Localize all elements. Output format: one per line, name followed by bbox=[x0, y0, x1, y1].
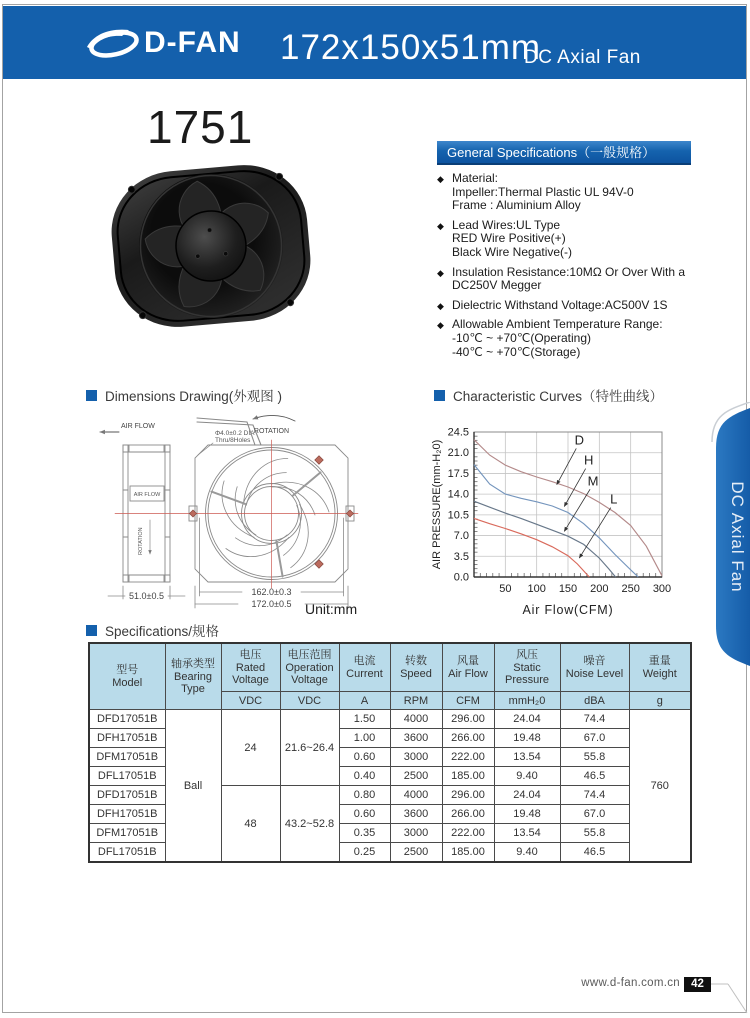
cell-model: DFD17051B bbox=[89, 710, 165, 729]
x-tick-label: 150 bbox=[558, 583, 578, 595]
curve-pointer-D bbox=[557, 448, 577, 484]
cell-static: 9.40 bbox=[494, 843, 560, 863]
x-tick-label: 300 bbox=[652, 583, 672, 595]
spec-item-temperature bbox=[437, 318, 739, 359]
curves-section-title bbox=[434, 385, 663, 405]
y-tick-label: 24.5 bbox=[447, 426, 469, 439]
page-number-badge: 42 bbox=[684, 977, 711, 992]
y-tick-label: 14.0 bbox=[447, 488, 469, 501]
cell-model: DFH17051B bbox=[89, 805, 165, 824]
characteristic-curves-chart bbox=[428, 412, 728, 624]
specifications-table bbox=[88, 642, 692, 863]
page-subtitle: DC Axial Fan bbox=[524, 47, 641, 68]
col-header-weight: 重量 Weight bbox=[629, 643, 691, 692]
footer-decoration-lines bbox=[711, 977, 749, 1015]
x-tick-label: 250 bbox=[621, 583, 640, 595]
col-header-bearing: 轴承类型 Bearing Type bbox=[165, 643, 221, 710]
curve-L bbox=[474, 518, 589, 577]
square-bullet-icon bbox=[86, 625, 97, 636]
cell-airflow: 266.00 bbox=[442, 805, 494, 824]
cell-airflow: 185.00 bbox=[442, 843, 494, 863]
general-specs-header: General Specifications（一般规格） bbox=[437, 141, 691, 165]
curve-label-L: L bbox=[610, 491, 618, 507]
col-header-rated-voltage: 电压 Rated Voltage bbox=[221, 643, 280, 692]
spec-line: -10℃ ~ +70℃(Operating) bbox=[452, 330, 592, 345]
cell-airflow: 222.00 bbox=[442, 824, 494, 843]
cell-model: DFL17051B bbox=[89, 767, 165, 786]
spec-title-text: Specifications/规格 bbox=[105, 624, 220, 639]
page-title: 172x150x51mm bbox=[280, 28, 542, 67]
unit-current: A bbox=[339, 692, 390, 710]
model-series: 1751 bbox=[147, 101, 254, 153]
cell-noise: 55.8 bbox=[560, 824, 629, 843]
curve-M bbox=[474, 501, 616, 577]
diamond-bullet-icon: ◆ bbox=[437, 174, 444, 184]
col-header-static-pressure: 风压 Static Pressure bbox=[494, 643, 560, 692]
airflow-box-label: AIR FLOW bbox=[133, 492, 161, 498]
spec-item-material bbox=[437, 172, 739, 213]
curve-pointer-H bbox=[564, 469, 585, 507]
cell-current: 1.50 bbox=[339, 710, 390, 729]
overall-dimension: 172.0±0.5 bbox=[251, 599, 292, 609]
cell-speed: 2500 bbox=[390, 767, 442, 786]
fan-swoosh-icon bbox=[85, 25, 139, 61]
curve-H bbox=[474, 465, 638, 577]
col-header-operation-voltage: 电压范围 Operation Voltage bbox=[280, 643, 339, 692]
diamond-bullet-icon: ◆ bbox=[437, 267, 444, 278]
cell-airflow: 266.00 bbox=[442, 729, 494, 748]
rotation-side-label: ROTATION bbox=[138, 527, 144, 555]
spec-item-insulation bbox=[437, 266, 739, 293]
cell-noise: 55.8 bbox=[560, 748, 629, 767]
cell-weight: 760 bbox=[629, 710, 691, 863]
spec-line: Dielectric Withstand Voltage:AC500V 1S bbox=[452, 297, 668, 312]
spec-line: RED Wire Positive(+) bbox=[452, 231, 566, 246]
cell-rated-48: 48 bbox=[221, 786, 280, 863]
dimensions-title-text: Dimensions Drawing(外观图 ) bbox=[105, 389, 283, 404]
cell-noise: 67.0 bbox=[560, 729, 629, 748]
rotation-top-label: ROTATION bbox=[253, 428, 290, 435]
cell-speed: 4000 bbox=[390, 786, 442, 805]
cell-static: 24.04 bbox=[494, 786, 560, 805]
cell-speed: 4000 bbox=[390, 710, 442, 729]
unit-operation-voltage: VDC bbox=[280, 692, 339, 710]
unit-static-pressure: mmH₂0 bbox=[494, 692, 560, 710]
x-tick-label: 200 bbox=[590, 583, 609, 595]
hole-dia-annotation: Φ4.0±0.2 DIA bbox=[215, 430, 255, 437]
col-header-airflow: 风量 Air Flow bbox=[442, 643, 494, 692]
fan-photo-group bbox=[107, 160, 316, 332]
cell-speed: 3600 bbox=[390, 729, 442, 748]
hole-count-annotation: Thru/8Holes bbox=[215, 437, 251, 444]
cell-airflow: 296.00 bbox=[442, 786, 494, 805]
curve-label-D: D bbox=[574, 432, 584, 448]
y-tick-label: 0.0 bbox=[453, 571, 469, 584]
spec-line: Impeller:Thermal Plastic UL 94V-0 bbox=[452, 184, 634, 199]
cell-static: 13.54 bbox=[494, 748, 560, 767]
cell-static: 19.48 bbox=[494, 729, 560, 748]
spec-line: Black Wire Negative(-) bbox=[452, 244, 573, 259]
cell-static: 24.04 bbox=[494, 710, 560, 729]
unit-weight: g bbox=[629, 692, 691, 710]
cell-model: DFM17051B bbox=[89, 748, 165, 767]
fan-product-photo bbox=[106, 156, 316, 336]
header-bar bbox=[3, 6, 746, 79]
cell-current: 1.00 bbox=[339, 729, 390, 748]
y-tick-label: 10.5 bbox=[447, 509, 469, 522]
curve-label-H: H bbox=[583, 452, 594, 468]
col-header-noise: 噪音 Noise Level bbox=[560, 643, 629, 692]
cell-noise: 74.4 bbox=[560, 710, 629, 729]
y-axis-title: AIR PRESSURE(mm-H₂0) bbox=[431, 439, 443, 570]
cell-speed: 3000 bbox=[390, 748, 442, 767]
cell-airflow: 222.00 bbox=[442, 748, 494, 767]
cell-range-48: 43.2~52.8 bbox=[280, 786, 339, 863]
spec-line: DC250V Megger bbox=[452, 278, 542, 293]
cell-current: 0.60 bbox=[339, 748, 390, 767]
unit-airflow: CFM bbox=[442, 692, 494, 710]
diamond-bullet-icon: ◆ bbox=[437, 300, 444, 311]
cell-static: 9.40 bbox=[494, 767, 560, 786]
brand-logo bbox=[85, 25, 241, 61]
spec-line: Allowable Ambient Temperature Range: bbox=[452, 317, 663, 332]
unit-label: Unit:mm bbox=[305, 601, 358, 617]
spec-item-dielectric bbox=[437, 299, 739, 313]
cell-static: 13.54 bbox=[494, 824, 560, 843]
spec-line: Insulation Resistance:10MΩ Or Over With a bbox=[452, 264, 686, 279]
airflow-annotation: AIR FLOW bbox=[121, 423, 155, 430]
unit-rated-voltage: VDC bbox=[221, 692, 280, 710]
x-tick-label: 100 bbox=[527, 583, 546, 595]
y-tick-label: 7.0 bbox=[453, 530, 469, 543]
curve-label-M: M bbox=[587, 473, 599, 489]
y-tick-label: 3.5 bbox=[453, 550, 469, 563]
x-axis-title: Air Flow(CFM) bbox=[522, 603, 614, 617]
tab-label: DC Axial Fan bbox=[728, 481, 747, 593]
spec-line: Lead Wires:UL Type bbox=[452, 217, 561, 232]
square-bullet-icon bbox=[86, 390, 97, 401]
cell-noise: 74.4 bbox=[560, 786, 629, 805]
y-tick-label: 17.5 bbox=[447, 467, 469, 480]
cell-current: 0.35 bbox=[339, 824, 390, 843]
general-specs-list bbox=[437, 172, 739, 365]
dimensions-section-title bbox=[86, 385, 282, 405]
cell-model: DFD17051B bbox=[89, 786, 165, 805]
footer-website: www.d-fan.com.cn bbox=[581, 977, 680, 989]
cell-static: 19.48 bbox=[494, 805, 560, 824]
unit-noise: dBA bbox=[560, 692, 629, 710]
dimensions-drawing bbox=[95, 408, 425, 623]
depth-dimension: 51.0±0.5 bbox=[129, 591, 164, 601]
spec-item-lead-wires bbox=[437, 219, 739, 260]
cell-noise: 46.5 bbox=[560, 843, 629, 863]
diamond-bullet-icon: ◆ bbox=[437, 220, 444, 231]
brand-name: D-FAN bbox=[144, 26, 241, 59]
col-header-speed: 转数 Speed bbox=[390, 643, 442, 692]
cell-noise: 46.5 bbox=[560, 767, 629, 786]
x-tick-label: 50 bbox=[499, 583, 512, 595]
cell-current: 0.80 bbox=[339, 786, 390, 805]
col-header-model: 型号 Model bbox=[89, 643, 165, 710]
spec-line: -40℃ ~ +70℃(Storage) bbox=[452, 344, 581, 359]
spec-line: Frame : Aluminium Alloy bbox=[452, 198, 581, 213]
square-bullet-icon bbox=[434, 390, 445, 401]
diamond-bullet-icon: ◆ bbox=[437, 320, 444, 331]
cell-airflow: 185.00 bbox=[442, 767, 494, 786]
curves-title-text: Characteristic Curves（特性曲线） bbox=[453, 389, 664, 404]
cell-bearing: Ball bbox=[165, 710, 221, 863]
y-tick-label: 21.0 bbox=[447, 447, 469, 460]
cell-current: 0.60 bbox=[339, 805, 390, 824]
cell-airflow: 296.00 bbox=[442, 710, 494, 729]
cell-speed: 2500 bbox=[390, 843, 442, 863]
cell-speed: 3000 bbox=[390, 824, 442, 843]
table-row bbox=[89, 710, 691, 729]
cell-model: DFL17051B bbox=[89, 843, 165, 863]
cell-current: 0.25 bbox=[339, 843, 390, 863]
bolt-circle-dimension: 162.0±0.3 bbox=[251, 587, 292, 597]
spec-line: Material: bbox=[452, 171, 499, 185]
unit-speed: RPM bbox=[390, 692, 442, 710]
cell-model: DFH17051B bbox=[89, 729, 165, 748]
cell-range-24: 21.6~26.4 bbox=[280, 710, 339, 786]
cell-current: 0.40 bbox=[339, 767, 390, 786]
spec-section-title bbox=[86, 620, 219, 640]
cell-speed: 3600 bbox=[390, 805, 442, 824]
cell-rated-24: 24 bbox=[221, 710, 280, 786]
cell-model: DFM17051B bbox=[89, 824, 165, 843]
cell-noise: 67.0 bbox=[560, 805, 629, 824]
col-header-current: 电流 Current bbox=[339, 643, 390, 692]
